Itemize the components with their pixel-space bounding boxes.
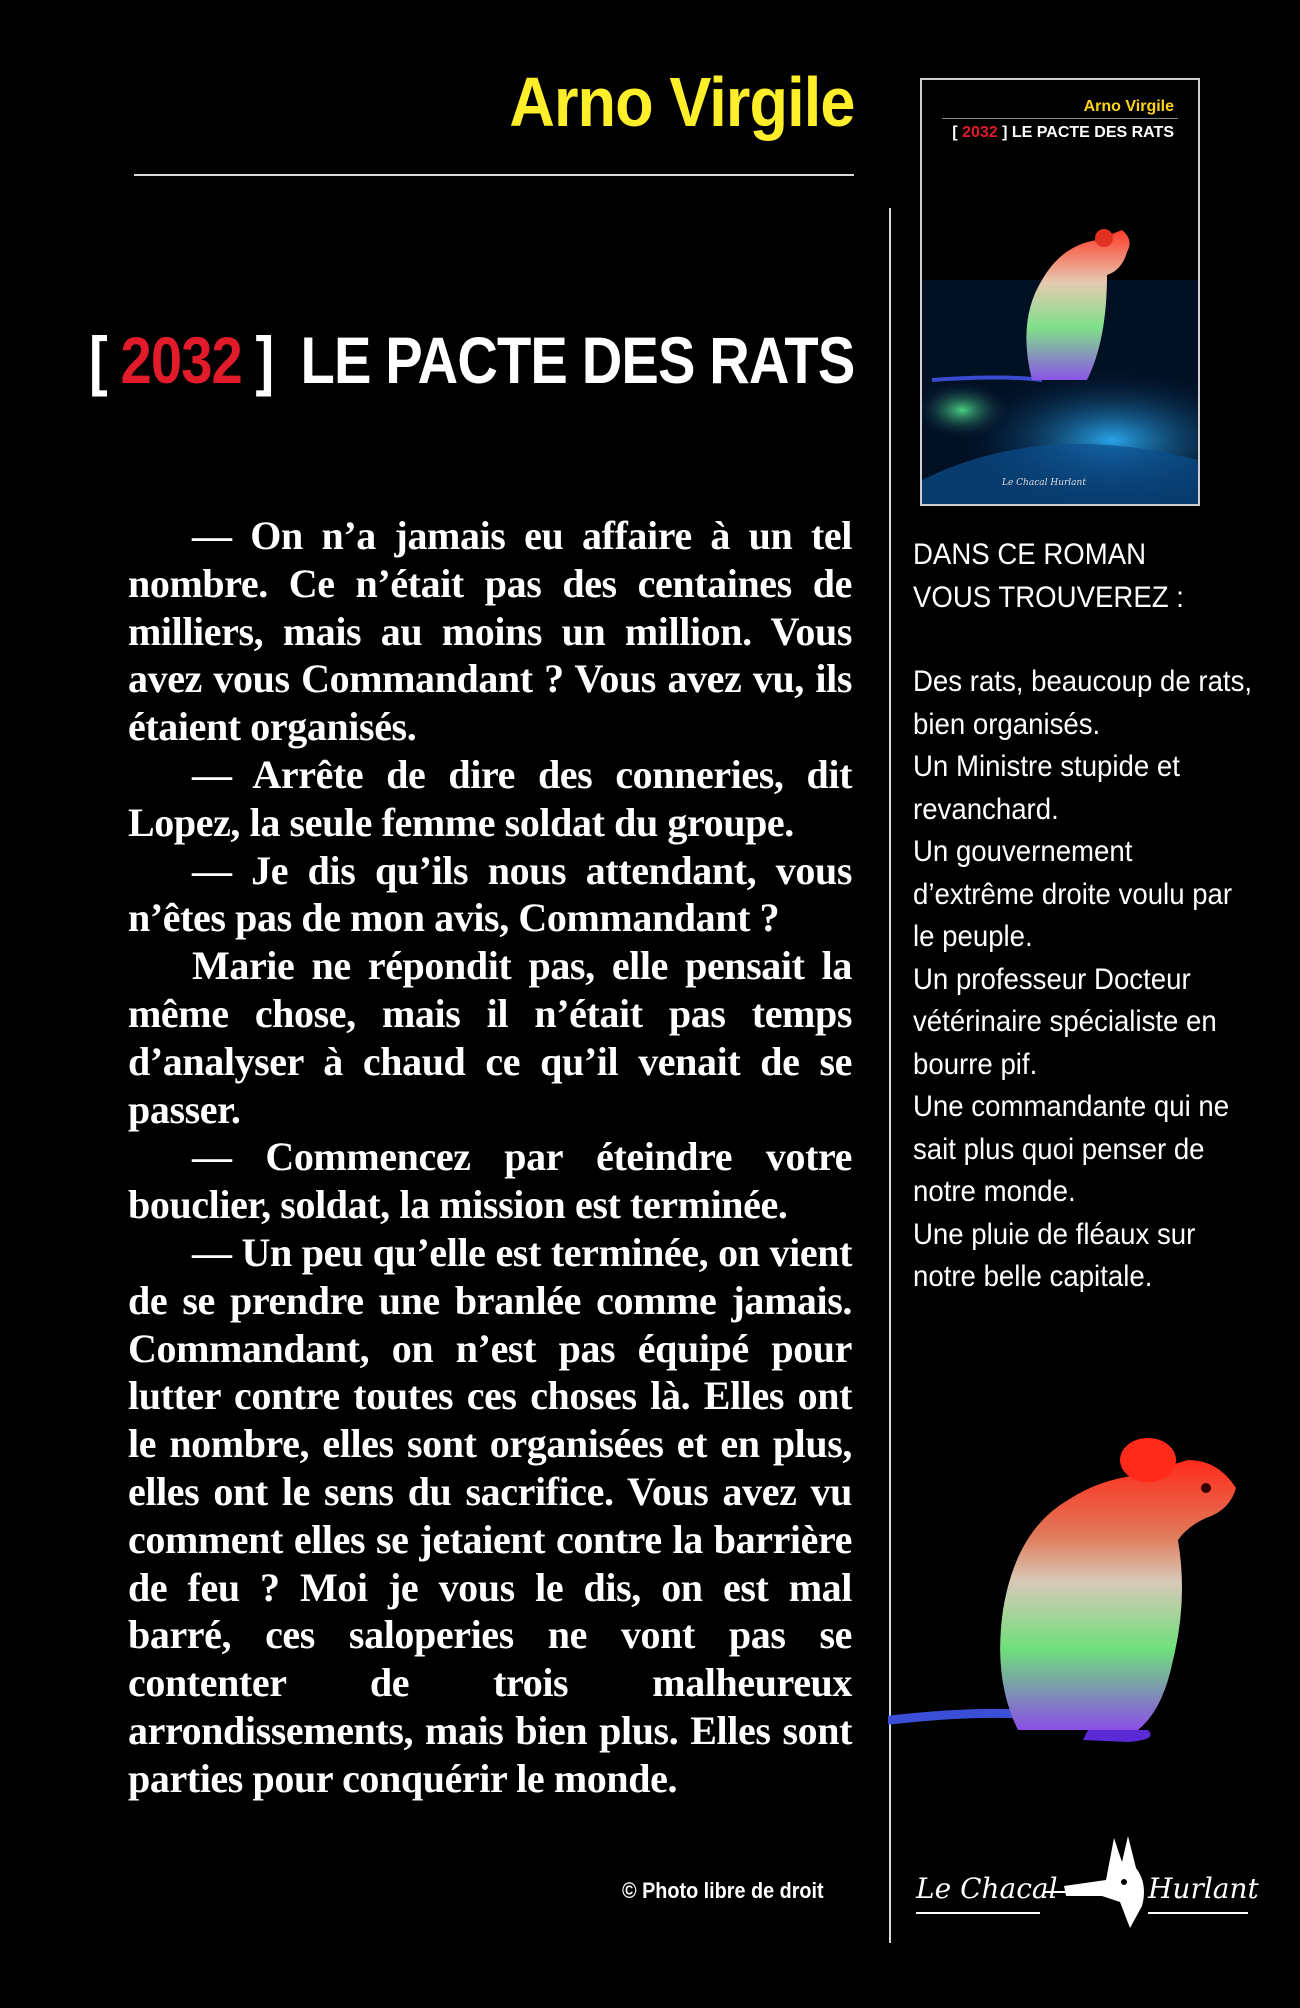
book-title (89, 322, 854, 398)
title-bracket-close: ] (255, 323, 273, 397)
title-bracket-open: [ (88, 323, 107, 397)
sidebar-item: Une pluie de fléaux sur notre belle capitale. (913, 1217, 1196, 1293)
publisher-word-2: Hurlant (1148, 1872, 1259, 1905)
cover-bracket-close: ] (1002, 124, 1008, 141)
book-excerpt (128, 512, 852, 1803)
publisher-word-1: Le Chacal (916, 1872, 1058, 1905)
sidebar-item: Un Ministre stupide et revanchard. (913, 750, 1180, 826)
title-text: LE PACTE DES RATS (300, 323, 854, 397)
sidebar-heading-line1: DANS CE ROMAN (913, 538, 1147, 571)
book-cover-thumbnail (920, 78, 1200, 506)
cover-title (952, 124, 1174, 142)
cover-year: 2032 (962, 124, 998, 141)
publisher-underline (916, 1912, 1040, 1914)
excerpt-paragraph: Marie ne répondit pas, elle pensait la même chose, mais il n’était pas temps d’analyser à chaud ce qu’il venait de se passer. (128, 943, 852, 1132)
sidebar-item: Un gouvernement d’extrême droite voulu par le peuple. (913, 835, 1233, 953)
cover-title-text: LE PACTE DES RATS (1011, 124, 1174, 141)
photo-credit: © Photo libre de droit (622, 1878, 824, 1903)
cover-author: Arno Virgile (1083, 98, 1174, 115)
excerpt-paragraph: — Je dis qu’ils nous attendant, vous n’êtes pas de mon avis, Commandant ? (128, 847, 852, 941)
cover-publisher: Le Chacal Hurlant (1002, 478, 1086, 488)
publisher-underline (1148, 1912, 1248, 1914)
sidebar-spacer (913, 619, 1253, 661)
cover-rat-illustration (922, 80, 1198, 504)
sidebar-item: Une commandante qui ne sait plus quoi penser de notre monde. (913, 1090, 1230, 1208)
excerpt-paragraph: — Commencez par éteindre votre bouclier, soldat, la mission est terminée. (128, 1134, 852, 1228)
cover-rule (942, 118, 1178, 119)
sidebar-blurb (913, 534, 1253, 1299)
excerpt-paragraph: — Un peu qu’elle est terminée, on vient de se prendre une branlée comme jamais. Commandant, on n’est pas équipé pour lutter contre toutes ces choses là. Elles ont le nombre, elles sont organisées et en plus, elles ont le sens du sacrifice. Vous avez vu comment elles se jetaient contre la barrière de feu ? Moi je vous le dis, on est mal barré, ces saloperies ne vont pas se contenter de trois malheureux arrondissements, mais bien plus. Elles sont parties pour conquérir le monde. (128, 1229, 852, 1801)
header-rule (134, 174, 854, 176)
excerpt-paragraph: — Arrête de dire des conneries, dit Lopez, la seule femme soldat du groupe. (128, 751, 852, 845)
jackal-logo-icon (1044, 1832, 1154, 1932)
sidebar-heading-line2: VOUS TROUVEREZ : (913, 580, 1184, 614)
rat-illustration (888, 1430, 1248, 1760)
author-name: Arno Virgile (508, 63, 854, 141)
sidebar-item: Des rats, beaucoup de rats, bien organisés. (913, 665, 1253, 741)
excerpt-paragraph: — On n’a jamais eu affaire à un tel nombre. Ce n’était pas des centaines de milliers, mais au moins un million. Vous avez vous Commandant ? Vous avez vu, ils étaient organisés. (128, 513, 852, 750)
cover-bracket-open: [ (952, 124, 958, 141)
title-year: 2032 (120, 323, 242, 397)
publisher-logo (912, 1832, 1259, 1932)
sidebar-item: Un professeur Docteur vétérinaire spécialiste en bourre pif. (913, 962, 1217, 1081)
